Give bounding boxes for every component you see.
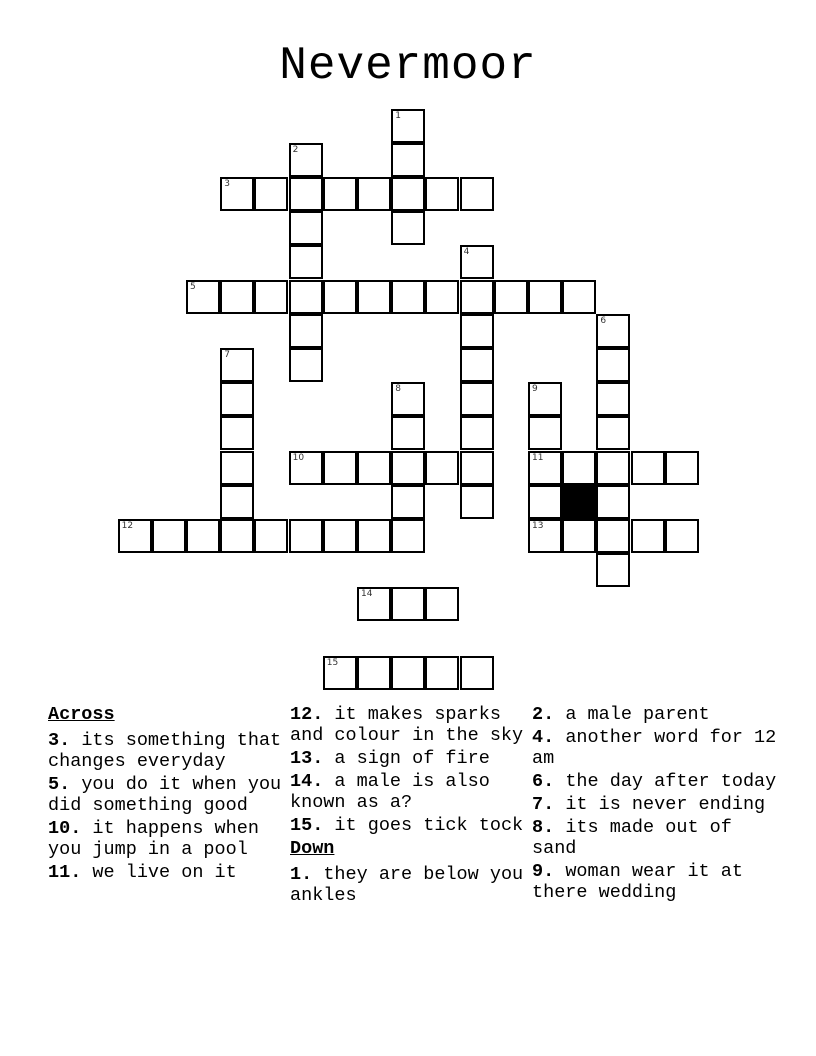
grid-cell[interactable] bbox=[220, 416, 254, 450]
clue-number: 14 bbox=[361, 589, 373, 600]
grid-cell[interactable] bbox=[596, 519, 630, 553]
grid-cell[interactable] bbox=[220, 519, 254, 553]
grid-cell[interactable] bbox=[460, 245, 494, 279]
clue-number: 6 bbox=[600, 315, 607, 326]
grid-cell[interactable] bbox=[118, 519, 152, 553]
grid-cell[interactable] bbox=[220, 280, 254, 314]
grid-cell[interactable] bbox=[357, 587, 391, 621]
clue-across-12: 12. it makes sparks and colour in the sky bbox=[290, 704, 524, 746]
grid-cell[interactable] bbox=[220, 485, 254, 519]
clue-number: 7 bbox=[224, 350, 230, 360]
grid-cell[interactable] bbox=[460, 348, 494, 382]
clue-number: 1 bbox=[395, 110, 401, 121]
clues-column-3 bbox=[532, 704, 782, 905]
grid-cell[interactable] bbox=[596, 451, 630, 485]
grid-cell[interactable] bbox=[665, 451, 699, 485]
grid-cell[interactable] bbox=[460, 177, 494, 211]
grid-cell[interactable] bbox=[220, 451, 254, 485]
grid-cell[interactable] bbox=[357, 280, 391, 314]
clue-down-6: 6. the day after today bbox=[532, 771, 777, 792]
clue-across-10: 10. it happens when you jump in a pool bbox=[48, 818, 259, 860]
clue-across-3: 3. its something that changes everyday bbox=[48, 730, 282, 772]
clue-down-4: 4. another word for 12 am bbox=[532, 727, 777, 769]
grid-cell[interactable] bbox=[254, 280, 288, 314]
grid-cell[interactable] bbox=[289, 348, 323, 382]
clue-number: 11 bbox=[532, 452, 544, 463]
grid-cell[interactable] bbox=[391, 211, 425, 245]
block-cell bbox=[562, 485, 596, 519]
grid-cell[interactable] bbox=[528, 485, 562, 519]
clue-number: 15 bbox=[326, 657, 339, 668]
grid-cell[interactable] bbox=[391, 519, 425, 553]
grid-cell[interactable] bbox=[460, 382, 494, 416]
grid-cell[interactable] bbox=[186, 519, 220, 553]
grid-cell[interactable] bbox=[665, 519, 699, 553]
grid-cell[interactable] bbox=[220, 177, 254, 211]
grid-cell[interactable] bbox=[391, 177, 425, 211]
clue-number: 5 bbox=[190, 281, 196, 292]
clue-number: 3 bbox=[224, 179, 230, 189]
grid-cell[interactable] bbox=[562, 451, 596, 485]
grid-cell[interactable] bbox=[289, 211, 323, 245]
grid-cell[interactable] bbox=[323, 656, 357, 690]
grid-cell[interactable] bbox=[391, 280, 425, 314]
grid-cell[interactable] bbox=[460, 280, 494, 314]
grid-cell[interactable] bbox=[596, 553, 630, 587]
grid-cell[interactable] bbox=[289, 314, 323, 348]
grid-cell[interactable] bbox=[425, 451, 459, 485]
down-heading: Down bbox=[290, 838, 335, 859]
grid-cell[interactable] bbox=[357, 177, 391, 211]
grid-cell[interactable] bbox=[289, 280, 323, 314]
grid-cell[interactable] bbox=[460, 314, 494, 348]
clue-across-13: 13. a sign of fire bbox=[290, 748, 490, 769]
clues-column-1 bbox=[48, 704, 284, 885]
grid-cell[interactable] bbox=[391, 109, 425, 143]
clue-across-15: 15. it goes tick tock bbox=[290, 815, 524, 836]
grid-cell[interactable] bbox=[357, 519, 391, 553]
grid-cell[interactable] bbox=[357, 451, 391, 485]
grid-cell[interactable] bbox=[289, 143, 323, 177]
grid-cell[interactable] bbox=[289, 451, 323, 485]
clue-across-14: 14. a male is also known as a? bbox=[290, 771, 490, 813]
clue-number: 9 bbox=[532, 384, 538, 395]
grid-cell[interactable] bbox=[391, 382, 425, 416]
clues-column-2 bbox=[290, 704, 526, 908]
grid-cell[interactable] bbox=[494, 280, 528, 314]
grid-cell[interactable] bbox=[323, 177, 357, 211]
grid-cell[interactable] bbox=[391, 143, 425, 177]
grid-cell[interactable] bbox=[425, 280, 459, 314]
grid-cell[interactable] bbox=[391, 451, 425, 485]
grid-cell[interactable] bbox=[152, 519, 186, 553]
grid-cell[interactable] bbox=[323, 280, 357, 314]
grid-cell[interactable] bbox=[254, 519, 288, 553]
grid-cell[interactable] bbox=[186, 280, 220, 314]
puzzle-title: Nevermoor bbox=[279, 40, 537, 92]
grid-cell[interactable] bbox=[323, 519, 357, 553]
grid-cell[interactable] bbox=[596, 485, 630, 519]
across-heading: Across bbox=[48, 704, 115, 725]
clue-down-8: 8. its made out of sand bbox=[532, 817, 732, 859]
grid-cell[interactable] bbox=[596, 314, 630, 348]
grid-cell[interactable] bbox=[425, 177, 459, 211]
clue-down-9: 9. woman wear it at there wedding bbox=[532, 861, 743, 903]
clue-number: 8 bbox=[395, 384, 401, 395]
grid-cell[interactable] bbox=[391, 416, 425, 450]
grid-cell[interactable] bbox=[391, 587, 425, 621]
clue-down-1: 1. they are below you ankles bbox=[290, 864, 524, 906]
grid-cell[interactable] bbox=[528, 451, 562, 485]
grid-cell[interactable] bbox=[425, 587, 459, 621]
grid-cell[interactable] bbox=[631, 451, 665, 485]
grid-cell[interactable] bbox=[596, 348, 630, 382]
grid-cell[interactable] bbox=[528, 280, 562, 314]
clue-across-5: 5. you do it when you did something good bbox=[48, 774, 282, 816]
grid-cell[interactable] bbox=[391, 656, 425, 690]
grid-cell[interactable] bbox=[289, 519, 323, 553]
grid-cell[interactable] bbox=[323, 451, 357, 485]
grid-cell[interactable] bbox=[562, 519, 596, 553]
clue-across-11: 11. we live on it bbox=[48, 862, 237, 883]
grid-cell[interactable] bbox=[631, 519, 665, 553]
grid-cell[interactable] bbox=[460, 416, 494, 450]
clue-number: 12 bbox=[121, 521, 134, 531]
grid-cell[interactable] bbox=[528, 382, 562, 416]
grid-cell[interactable] bbox=[528, 519, 562, 553]
grid-cell[interactable] bbox=[220, 348, 254, 382]
grid-cell[interactable] bbox=[391, 485, 425, 519]
grid-cell[interactable] bbox=[254, 177, 288, 211]
clue-number: 13 bbox=[532, 521, 544, 531]
grid-cell[interactable] bbox=[289, 177, 323, 211]
grid-cell[interactable] bbox=[596, 416, 630, 450]
grid-cell[interactable] bbox=[357, 656, 391, 690]
clue-number: 10 bbox=[292, 452, 305, 463]
clue-number: 2 bbox=[292, 144, 299, 155]
clue-down-7: 7. it is never ending bbox=[532, 794, 766, 815]
clue-number: 4 bbox=[463, 247, 470, 258]
clue-down-2: 2. a male parent bbox=[532, 704, 710, 725]
grid-cell[interactable] bbox=[460, 451, 494, 485]
grid-cell[interactable] bbox=[460, 656, 494, 690]
grid-cell[interactable] bbox=[220, 382, 254, 416]
grid-cell[interactable] bbox=[289, 245, 323, 279]
grid-cell[interactable] bbox=[562, 280, 596, 314]
grid-cell[interactable] bbox=[460, 485, 494, 519]
grid-cell[interactable] bbox=[596, 382, 630, 416]
grid-cell[interactable] bbox=[528, 416, 562, 450]
grid-cell[interactable] bbox=[425, 656, 459, 690]
